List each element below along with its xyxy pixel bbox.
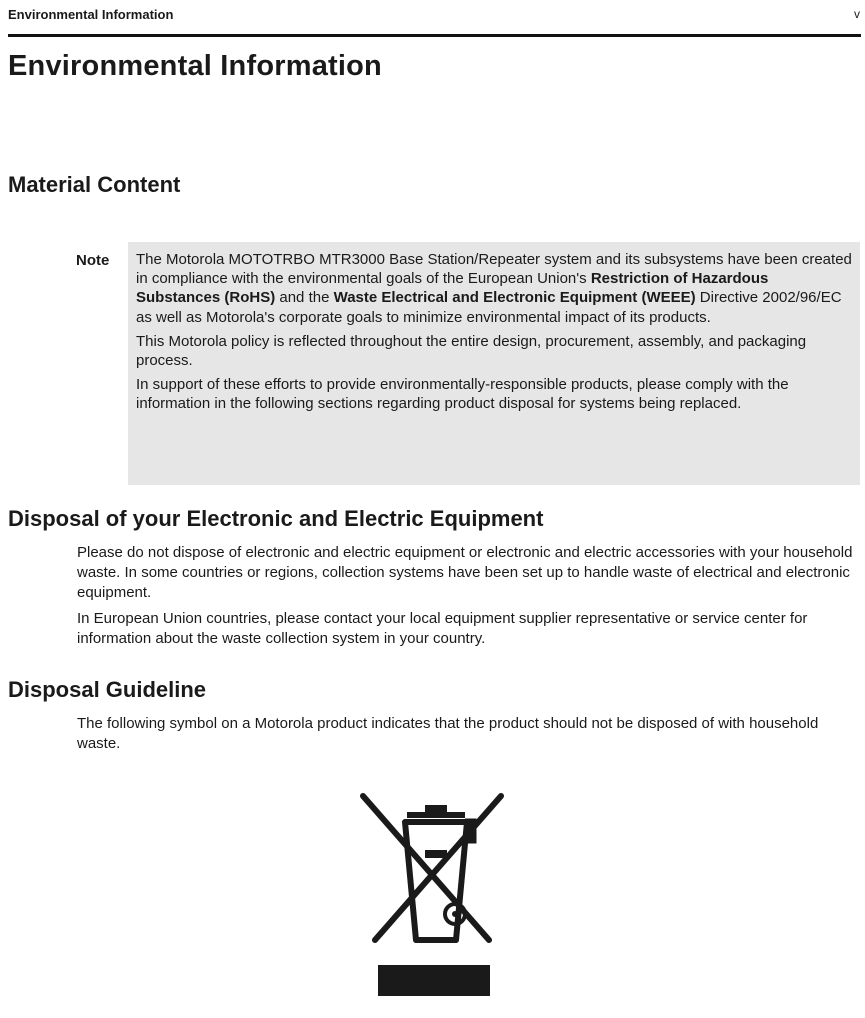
disposal-guideline-body xyxy=(77,714,859,760)
page-title: Environmental Information xyxy=(8,50,382,82)
disposal-guideline-paragraph-1: The following symbol on a Motorola product indicates that the product should not be disposed of with household waste. xyxy=(77,715,819,752)
disposal-equipment-heading: Disposal of your Electronic and Electric Equipment xyxy=(8,506,544,531)
note-paragraph-1: The Motorola MOTOTRBO MTR3000 Base Station/Repeater system and its subsystems have been created in compliance with the environmental goals of the European Union's Restriction of Hazardous Substances (RoHS) and the Waste Electrical and Electronic Equipment (WEEE) Directive 2002/96/EC as well as Motorola's corporate goals to minimize environmental impact of its products. xyxy=(136,251,852,326)
disposal-guideline-heading: Disposal Guideline xyxy=(8,677,207,702)
header-rule xyxy=(8,34,861,37)
running-header xyxy=(8,7,860,27)
material-content-heading: Material Content xyxy=(8,172,181,197)
note-paragraph-2: This Motorola policy is reflected throughout the entire design, procurement, assembly, and packaging process. xyxy=(136,332,807,370)
note-paragraph-3: In support of these efforts to provide environmentally-responsible products, please comply with the information in the following sections regarding product disposal for systems being replaced. xyxy=(136,376,789,413)
weee-term: Waste Electrical and Electronic Equipment (WEEE) xyxy=(333,289,696,307)
running-header-title: Environmental Information xyxy=(8,7,174,22)
weee-crossed-out-bin-icon xyxy=(355,790,515,1000)
disposal-equipment-paragraph-2: In European Union countries, please contact your local equipment supplier representative or service center for information about the waste collection system in your country. xyxy=(77,610,808,647)
note-label: Note xyxy=(76,252,110,269)
disposal-equipment-body xyxy=(77,543,859,655)
disposal-equipment-paragraph-1: Please do not dispose of electronic and electric equipment or electronic and electric accessories with your household waste. In some countries or regions, collection systems have been set up to handle waste of electrical and electronic equipment. xyxy=(77,544,853,601)
page-number: v xyxy=(854,7,860,21)
rohs-term: Restriction of Hazardous Substances (RoHS) xyxy=(136,270,769,307)
note-body xyxy=(136,250,852,419)
